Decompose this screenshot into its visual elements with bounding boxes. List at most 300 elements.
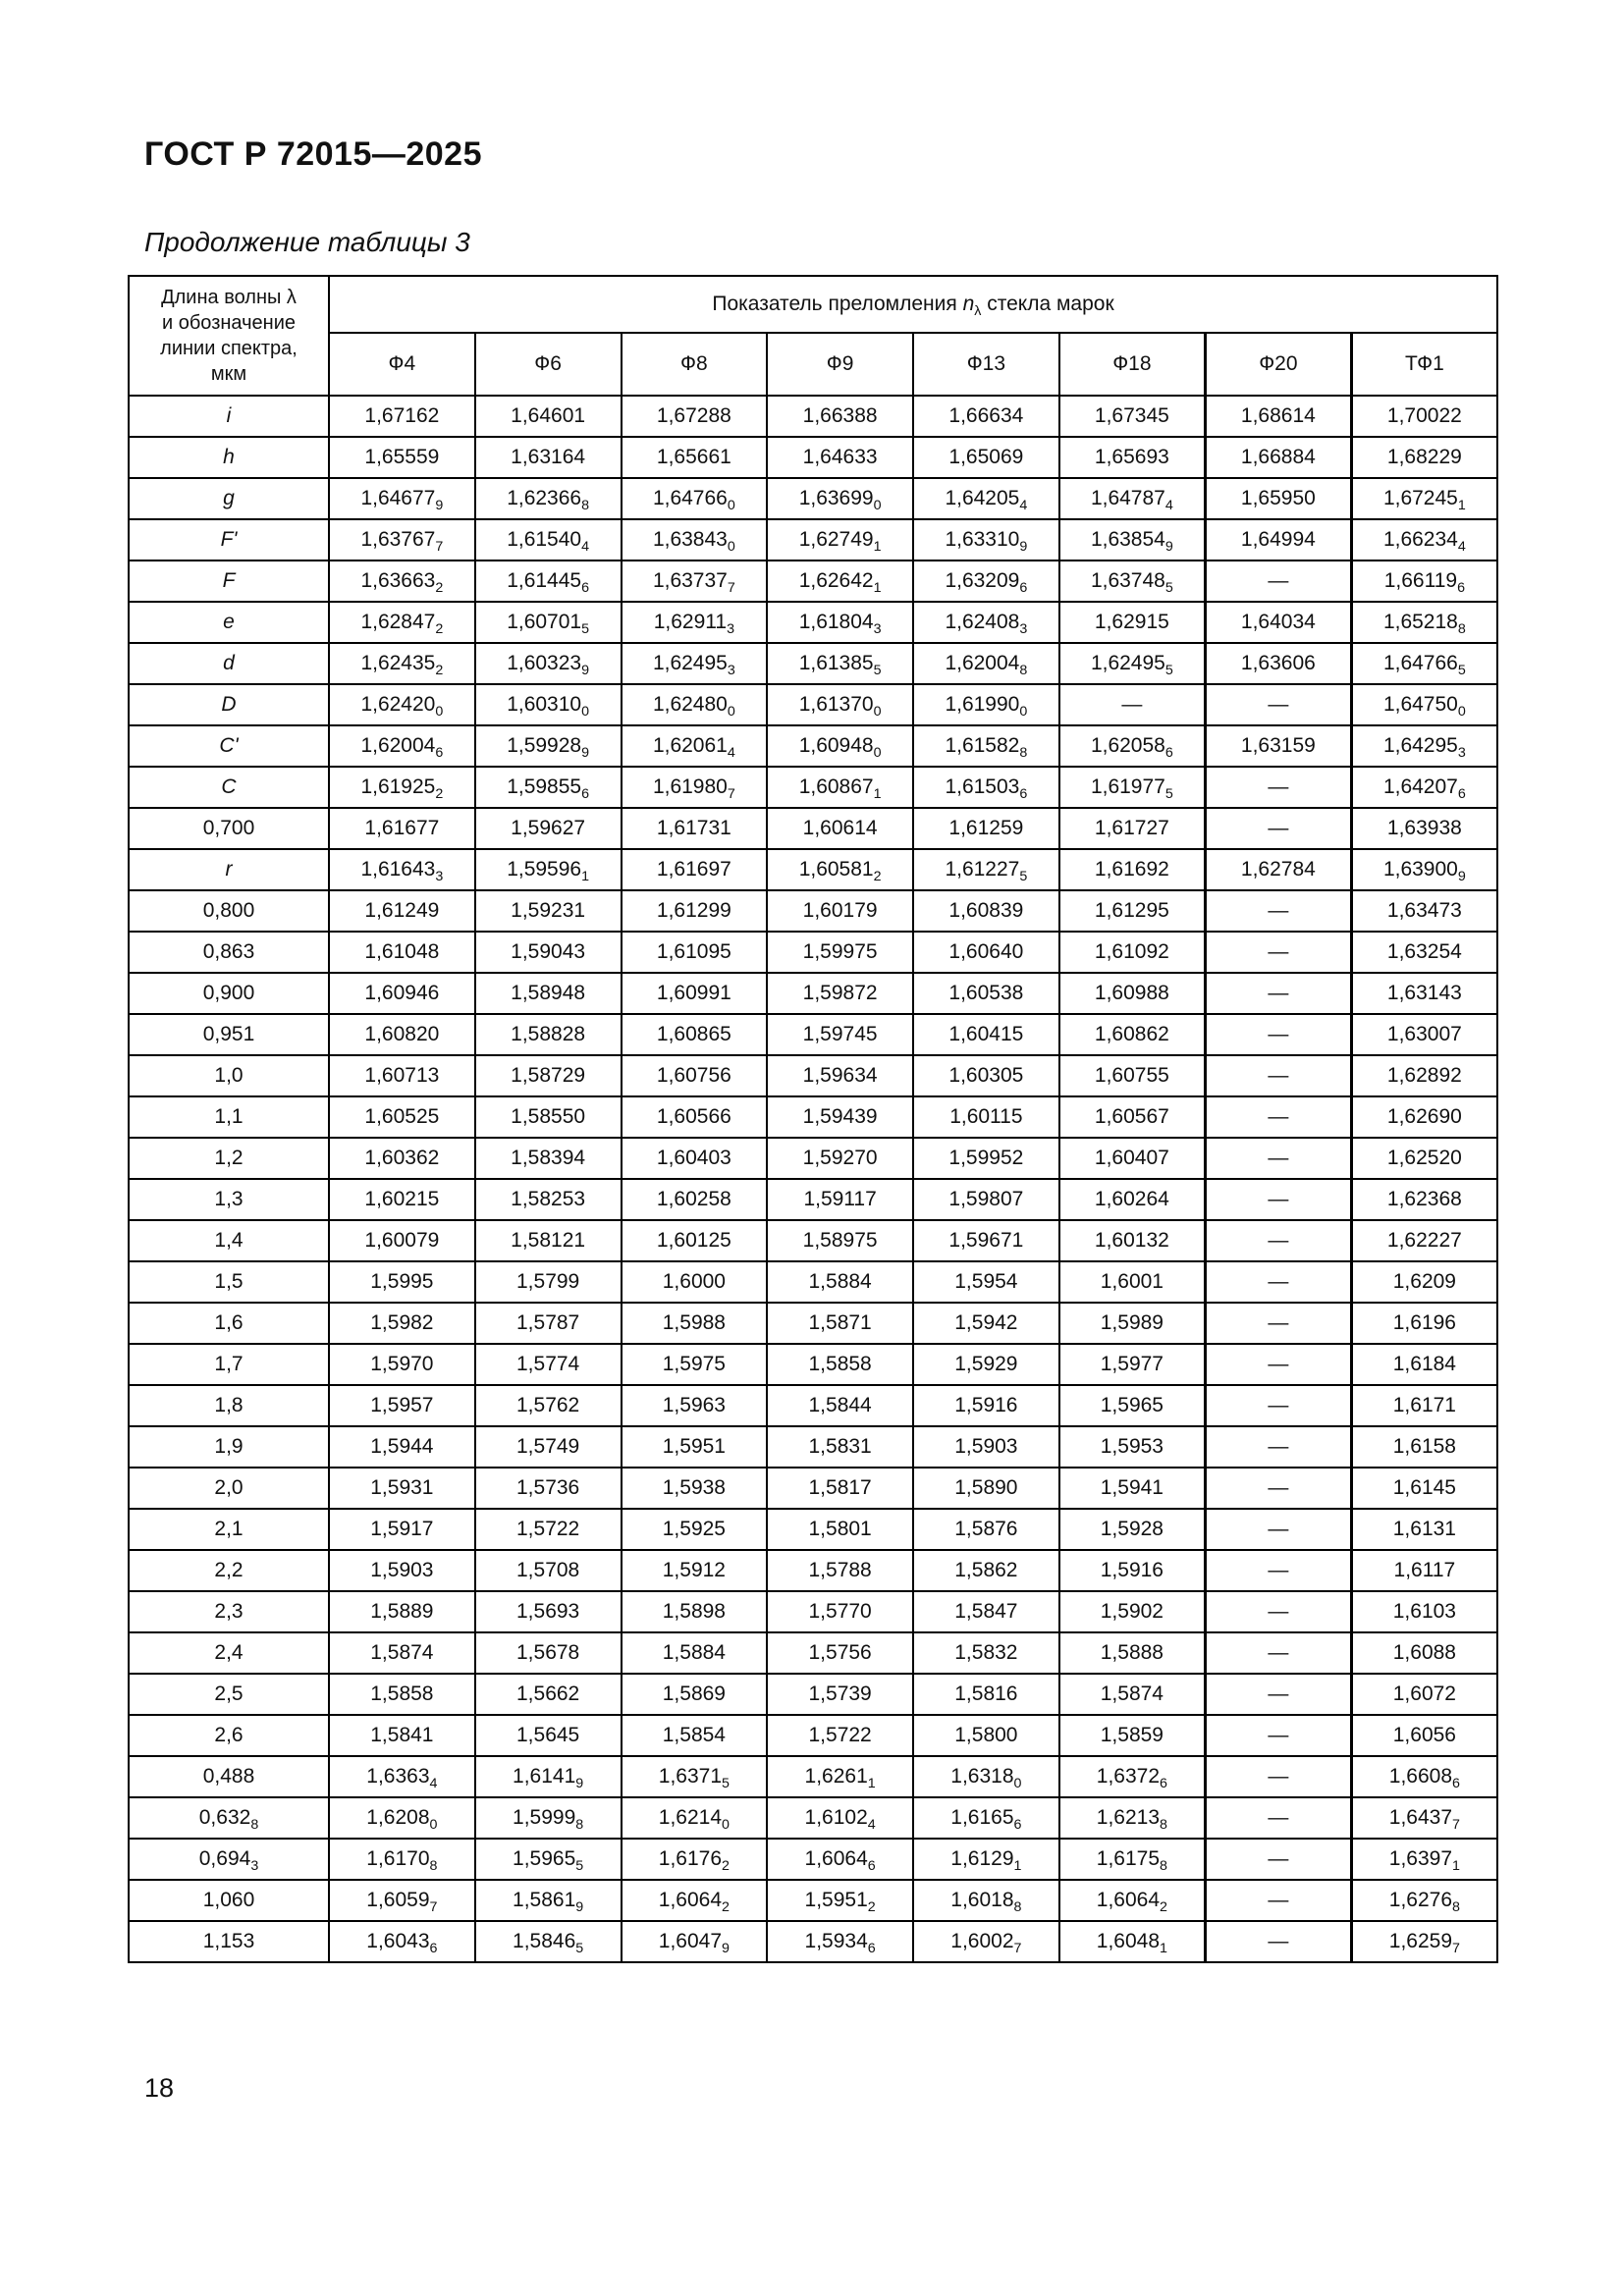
table-cell: 1,5841 xyxy=(329,1715,475,1756)
table-cell: $1,62480_0$ xyxy=(622,684,768,725)
table-row xyxy=(129,1921,1497,1962)
table-cell: 1,5645 xyxy=(475,1715,622,1756)
table-cell: 1,5953 xyxy=(1059,1426,1206,1468)
table-cell: 1,5902 xyxy=(1059,1591,1206,1632)
table-cell: 1,60415 xyxy=(913,1014,1059,1055)
table-cell: $1,61370_0$ xyxy=(767,684,913,725)
table-cell: 1,5693 xyxy=(475,1591,622,1632)
table-cell: 1,63606 xyxy=(1206,643,1352,684)
column-header-Ф13: Ф13 xyxy=(913,333,1059,396)
table-body xyxy=(129,396,1497,1962)
table-cell: 1,5944 xyxy=(329,1426,475,1468)
table-cell: 1,63007 xyxy=(1351,1014,1497,1055)
table-cell: 1,62368 xyxy=(1351,1179,1497,1220)
table-cell: — xyxy=(1206,1632,1352,1674)
table-cell: $1,62004_6$ xyxy=(329,725,475,767)
table-cell: 1,5831 xyxy=(767,1426,913,1468)
table-row xyxy=(129,1797,1497,1839)
row-label: C' xyxy=(129,725,329,767)
table-cell: 1,70022 xyxy=(1351,396,1497,437)
table-row xyxy=(129,437,1497,478)
table-cell: $1,6170_8$ xyxy=(329,1839,475,1880)
table-row xyxy=(129,1055,1497,1096)
table-cell: $1,6259_7$ xyxy=(1351,1921,1497,1962)
table-cell: $1,6176_2$ xyxy=(622,1839,768,1880)
table-cell: 1,60538 xyxy=(913,973,1059,1014)
table-cell: $1,61804_3$ xyxy=(767,602,913,643)
table-cell: 1,5884 xyxy=(767,1261,913,1303)
table-cell: 1,59975 xyxy=(767,932,913,973)
table-cell: $1,63854_9$ xyxy=(1059,519,1206,561)
table-cell: — xyxy=(1206,1426,1352,1468)
column-header-Ф8: Ф8 xyxy=(622,333,768,396)
table-cell: $1,6608_6$ xyxy=(1351,1756,1497,1797)
table-cell: 1,6088 xyxy=(1351,1632,1497,1674)
row-label: g xyxy=(129,478,329,519)
column-header-Ф6: Ф6 xyxy=(475,333,622,396)
table-cell: 1,6117 xyxy=(1351,1550,1497,1591)
table-cell: 1,64633 xyxy=(767,437,913,478)
table-cell: 1,58828 xyxy=(475,1014,622,1055)
table-cell: $1,64205_4$ xyxy=(913,478,1059,519)
table-cell: 1,60566 xyxy=(622,1096,768,1138)
table-cell: 1,64034 xyxy=(1206,602,1352,643)
table-cell: 1,5876 xyxy=(913,1509,1059,1550)
table-cell: 1,59117 xyxy=(767,1179,913,1220)
table-cell: 1,60525 xyxy=(329,1096,475,1138)
table-cell: $1,66234_4$ xyxy=(1351,519,1497,561)
table-cell: 1,5941 xyxy=(1059,1468,1206,1509)
table-cell: $1,6318_0$ xyxy=(913,1756,1059,1797)
table-cell: $1,6048_1$ xyxy=(1059,1921,1206,1962)
table-cell: — xyxy=(1206,1921,1352,1962)
table-cell: 1,6072 xyxy=(1351,1674,1497,1715)
table-cell: $1,62408_3$ xyxy=(913,602,1059,643)
table-row xyxy=(129,643,1497,684)
table-cell: 1,59807 xyxy=(913,1179,1059,1220)
table-cell: $1,6363_4$ xyxy=(329,1756,475,1797)
table-header xyxy=(129,276,1497,396)
table-cell: 1,5869 xyxy=(622,1674,768,1715)
table-cell: $1,62495_5$ xyxy=(1059,643,1206,684)
table-cell: — xyxy=(1206,1797,1352,1839)
table-cell: $1,61227_5$ xyxy=(913,849,1059,890)
table-cell: $1,6043_6$ xyxy=(329,1921,475,1962)
table-cell: 1,60258 xyxy=(622,1179,768,1220)
row-label: 0,800 xyxy=(129,890,329,932)
table-cell: 1,5917 xyxy=(329,1509,475,1550)
table-cell: 1,60988 xyxy=(1059,973,1206,1014)
table-cell: $1,64766_0$ xyxy=(622,478,768,519)
row-label: i xyxy=(129,396,329,437)
row-label: 1,0 xyxy=(129,1055,329,1096)
table-cell: 1,5859 xyxy=(1059,1715,1206,1756)
table-row xyxy=(129,1632,1497,1674)
table-cell: 1,60115 xyxy=(913,1096,1059,1138)
table-row xyxy=(129,1509,1497,1550)
table-cell: 1,5925 xyxy=(622,1509,768,1550)
row-label: 2,3 xyxy=(129,1591,329,1632)
table-cell: 1,6056 xyxy=(1351,1715,1497,1756)
table-cell: — xyxy=(1206,890,1352,932)
table-cell: — xyxy=(1206,1138,1352,1179)
table-cell: 1,5954 xyxy=(913,1261,1059,1303)
table-cell: 1,61295 xyxy=(1059,890,1206,932)
table-cell: 1,60215 xyxy=(329,1179,475,1220)
row-label: F' xyxy=(129,519,329,561)
table-cell: 1,6209 xyxy=(1351,1261,1497,1303)
row-label: 1,6 xyxy=(129,1303,329,1344)
row-label: 1,5 xyxy=(129,1261,329,1303)
row-label: d xyxy=(129,643,329,684)
table-cell: 1,60125 xyxy=(622,1220,768,1261)
table-cell: $1,62366_8$ xyxy=(475,478,622,519)
table-cell: $1,61980_7$ xyxy=(622,767,768,808)
table-cell: 1,60264 xyxy=(1059,1179,1206,1220)
table-cell: — xyxy=(1206,1261,1352,1303)
table-cell: $1,60323_9$ xyxy=(475,643,622,684)
table-cell: 1,59043 xyxy=(475,932,622,973)
table-cell: 1,62784 xyxy=(1206,849,1352,890)
table-cell: 1,63473 xyxy=(1351,890,1497,932)
table-cell: 1,5770 xyxy=(767,1591,913,1632)
table-cell: 1,58550 xyxy=(475,1096,622,1138)
table-cell: $1,61540_4$ xyxy=(475,519,622,561)
table-cell: $1,64295_3$ xyxy=(1351,725,1497,767)
table-cell: 1,5799 xyxy=(475,1261,622,1303)
table-cell: $1,63737_7$ xyxy=(622,561,768,602)
table-cell: $1,6129_1$ xyxy=(913,1839,1059,1880)
table-cell: $1,59596_1$ xyxy=(475,849,622,890)
table-cell: 1,60305 xyxy=(913,1055,1059,1096)
table-cell: $1,63663_2$ xyxy=(329,561,475,602)
refractive-index-table xyxy=(128,275,1498,1963)
table-cell: 1,61697 xyxy=(622,849,768,890)
table-cell: $1,62420_0$ xyxy=(329,684,475,725)
table-cell: $1,5999_8$ xyxy=(475,1797,622,1839)
table-cell: $1,60581_2$ xyxy=(767,849,913,890)
table-cell: 1,5787 xyxy=(475,1303,622,1344)
row-label: 0,863 xyxy=(129,932,329,973)
table-cell: 1,62520 xyxy=(1351,1138,1497,1179)
table-cell: — xyxy=(1206,1014,1352,1055)
table-cell: 1,5982 xyxy=(329,1303,475,1344)
table-row xyxy=(129,1138,1497,1179)
table-cell: 1,59745 xyxy=(767,1014,913,1055)
table-row xyxy=(129,1550,1497,1591)
table-cell: 1,5903 xyxy=(913,1426,1059,1468)
table-row xyxy=(129,1756,1497,1797)
table-cell: 1,5816 xyxy=(913,1674,1059,1715)
table-row xyxy=(129,561,1497,602)
table-cell: $1,62911_3$ xyxy=(622,602,768,643)
table-cell: 1,5931 xyxy=(329,1468,475,1509)
table-cell: 1,60407 xyxy=(1059,1138,1206,1179)
table-cell: $1,61990_0$ xyxy=(913,684,1059,725)
table-row xyxy=(129,1715,1497,1756)
table-row xyxy=(129,1468,1497,1509)
table-cell: 1,67288 xyxy=(622,396,768,437)
table-cell: 1,60755 xyxy=(1059,1055,1206,1096)
table-cell: $1,60948_0$ xyxy=(767,725,913,767)
row-label: 1,8 xyxy=(129,1385,329,1426)
table-cell: 1,5888 xyxy=(1059,1632,1206,1674)
row-label: $0,632_8$ xyxy=(129,1797,329,1839)
table-cell: 1,68614 xyxy=(1206,396,1352,437)
row-label: 1,153 xyxy=(129,1921,329,1962)
table-cell: $1,6397_1$ xyxy=(1351,1839,1497,1880)
table-cell: $1,60701_5$ xyxy=(475,602,622,643)
table-cell: $1,6372_6$ xyxy=(1059,1756,1206,1797)
table-row xyxy=(129,1839,1497,1880)
row-label: h xyxy=(129,437,329,478)
table-cell: — xyxy=(1206,684,1352,725)
table-cell: — xyxy=(1206,561,1352,602)
table-cell: 1,5788 xyxy=(767,1550,913,1591)
table-row xyxy=(129,1880,1497,1921)
row-label: 1,7 xyxy=(129,1344,329,1385)
row-label: r xyxy=(129,849,329,890)
table-cell: 1,60756 xyxy=(622,1055,768,1096)
table-cell: 1,5965 xyxy=(1059,1385,1206,1426)
table-cell: 1,5903 xyxy=(329,1550,475,1591)
table-cell: $1,5846_5$ xyxy=(475,1921,622,1962)
table-cell: — xyxy=(1206,1303,1352,1344)
table-cell: $1,6276_8$ xyxy=(1351,1880,1497,1921)
table-cell: 1,65693 xyxy=(1059,437,1206,478)
table-row xyxy=(129,1303,1497,1344)
table-row xyxy=(129,1674,1497,1715)
table-cell: 1,64994 xyxy=(1206,519,1352,561)
table-cell: 1,59439 xyxy=(767,1096,913,1138)
table-cell: $1,6165_6$ xyxy=(913,1797,1059,1839)
table-cell: $1,63843_0$ xyxy=(622,519,768,561)
table-cell: 1,58975 xyxy=(767,1220,913,1261)
table-cell: 1,66634 xyxy=(913,396,1059,437)
table-cell: $1,6002_7$ xyxy=(913,1921,1059,1962)
table-cell: 1,65661 xyxy=(622,437,768,478)
table-cell: 1,59671 xyxy=(913,1220,1059,1261)
table-cell: 1,60820 xyxy=(329,1014,475,1055)
table-cell: 1,60403 xyxy=(622,1138,768,1179)
table-cell: 1,5916 xyxy=(913,1385,1059,1426)
table-cell: — xyxy=(1206,1509,1352,1550)
table-cell: $1,63900_9$ xyxy=(1351,849,1497,890)
table-cell: 1,6196 xyxy=(1351,1303,1497,1344)
table-cell: 1,61095 xyxy=(622,932,768,973)
table-cell: 1,6158 xyxy=(1351,1426,1497,1468)
table-cell: 1,5847 xyxy=(913,1591,1059,1632)
column-header-Ф20: Ф20 xyxy=(1206,333,1352,396)
table-cell: — xyxy=(1206,1715,1352,1756)
table-cell: $1,6175_8$ xyxy=(1059,1839,1206,1880)
table-cell: $1,64677_9$ xyxy=(329,478,475,519)
table-cell: — xyxy=(1206,973,1352,1014)
table-cell: 1,6184 xyxy=(1351,1344,1497,1385)
table-cell: $1,62847_2$ xyxy=(329,602,475,643)
table-cell: 1,62892 xyxy=(1351,1055,1497,1096)
table-cell: 1,59231 xyxy=(475,890,622,932)
table-cell: 1,5938 xyxy=(622,1468,768,1509)
table-cell: $1,6064_2$ xyxy=(1059,1880,1206,1921)
table-cell: 1,6145 xyxy=(1351,1468,1497,1509)
table-cell: 1,5898 xyxy=(622,1591,768,1632)
table-cell: 1,60991 xyxy=(622,973,768,1014)
table-cell: 1,66884 xyxy=(1206,437,1352,478)
row-label: 2,4 xyxy=(129,1632,329,1674)
table-cell: 1,5871 xyxy=(767,1303,913,1344)
table-cell: 1,5774 xyxy=(475,1344,622,1385)
table-row xyxy=(129,1014,1497,1055)
table-cell: $1,61503_6$ xyxy=(913,767,1059,808)
table-cell: 1,60865 xyxy=(622,1014,768,1055)
table-cell: 1,65950 xyxy=(1206,478,1352,519)
table-cell: 1,60132 xyxy=(1059,1220,1206,1261)
table-cell: 1,5890 xyxy=(913,1468,1059,1509)
table-cell: 1,5749 xyxy=(475,1426,622,1468)
table-cell: — xyxy=(1206,1096,1352,1138)
row-label: 1,4 xyxy=(129,1220,329,1261)
row-label: 1,060 xyxy=(129,1880,329,1921)
table-cell: — xyxy=(1206,1468,1352,1509)
table-cell: 1,61692 xyxy=(1059,849,1206,890)
table-cell: $1,62495_3$ xyxy=(622,643,768,684)
table-cell: — xyxy=(1206,1220,1352,1261)
table-cell: $1,63748_5$ xyxy=(1059,561,1206,602)
table-cell: — xyxy=(1206,808,1352,849)
table-cell: 1,5678 xyxy=(475,1632,622,1674)
table-cell: 1,5858 xyxy=(767,1344,913,1385)
table-row xyxy=(129,1344,1497,1385)
table-cell: $1,6064_2$ xyxy=(622,1880,768,1921)
table-cell: $1,64207_6$ xyxy=(1351,767,1497,808)
table-cell: 1,59634 xyxy=(767,1055,913,1096)
table-cell: — xyxy=(1206,932,1352,973)
table-cell: — xyxy=(1206,1674,1352,1715)
span-header: Показатель преломления $n_\lambda$ стекла марок xyxy=(329,276,1497,333)
table-row xyxy=(129,1591,1497,1632)
table-cell: 1,5884 xyxy=(622,1632,768,1674)
table-cell: $1,62061_4$ xyxy=(622,725,768,767)
table-cell: $1,60867_1$ xyxy=(767,767,913,808)
table-cell: 1,5912 xyxy=(622,1550,768,1591)
table-cell: 1,6131 xyxy=(1351,1509,1497,1550)
table-cell: $1,63767_7$ xyxy=(329,519,475,561)
table-cell: 1,61727 xyxy=(1059,808,1206,849)
table-cell: 1,67345 xyxy=(1059,396,1206,437)
row-label: 2,2 xyxy=(129,1550,329,1591)
table-cell: $1,62058_6$ xyxy=(1059,725,1206,767)
table-row xyxy=(129,1261,1497,1303)
table-cell: $1,67245_1$ xyxy=(1351,478,1497,519)
table-cell: 1,5916 xyxy=(1059,1550,1206,1591)
table-cell: $1,6371_5$ xyxy=(622,1756,768,1797)
row-label: 2,6 xyxy=(129,1715,329,1756)
table-cell: 1,60862 xyxy=(1059,1014,1206,1055)
table-cell: $1,6141_9$ xyxy=(475,1756,622,1797)
table-cell: 1,58729 xyxy=(475,1055,622,1096)
table-cell: — xyxy=(1206,767,1352,808)
table-cell: $1,6059_7$ xyxy=(329,1880,475,1921)
table-cell: 1,59872 xyxy=(767,973,913,1014)
table-cell: 1,59627 xyxy=(475,808,622,849)
page-number: 18 xyxy=(144,2073,175,2103)
row-label: 1,2 xyxy=(129,1138,329,1179)
table-cell: $1,6214_0$ xyxy=(622,1797,768,1839)
table-cell: $1,62435_2$ xyxy=(329,643,475,684)
table-cell: 1,5874 xyxy=(1059,1674,1206,1715)
table-cell: $1,6018_8$ xyxy=(913,1880,1059,1921)
table-cell: $1,63699_0$ xyxy=(767,478,913,519)
table-cell: $1,60310_0$ xyxy=(475,684,622,725)
table-cell: 1,5858 xyxy=(329,1674,475,1715)
table-row xyxy=(129,725,1497,767)
row-label: 2,1 xyxy=(129,1509,329,1550)
table-cell: 1,5989 xyxy=(1059,1303,1206,1344)
row-label: 2,5 xyxy=(129,1674,329,1715)
table-cell: $1,61445_6$ xyxy=(475,561,622,602)
table-row xyxy=(129,396,1497,437)
table-cell: $1,6047_9$ xyxy=(622,1921,768,1962)
table-cell: 1,60946 xyxy=(329,973,475,1014)
table-cell: $1,5861_9$ xyxy=(475,1880,622,1921)
column-header-Ф9: Ф9 xyxy=(767,333,913,396)
table-cell: 1,5874 xyxy=(329,1632,475,1674)
table-cell: — xyxy=(1206,1344,1352,1385)
table-row xyxy=(129,1179,1497,1220)
table-cell: $1,6213_8$ xyxy=(1059,1797,1206,1839)
table-cell: 1,5762 xyxy=(475,1385,622,1426)
table-cell: 1,5800 xyxy=(913,1715,1059,1756)
row-label: 0,488 xyxy=(129,1756,329,1797)
table-cell: 1,60713 xyxy=(329,1055,475,1096)
table-cell: 1,58253 xyxy=(475,1179,622,1220)
table-cell: 1,5817 xyxy=(767,1468,913,1509)
table-cell: 1,62227 xyxy=(1351,1220,1497,1261)
table-cell: 1,5844 xyxy=(767,1385,913,1426)
page-title: ГОСТ Р 72015—2025 xyxy=(144,135,483,173)
table-cell: 1,6000 xyxy=(622,1261,768,1303)
table-cell: 1,61259 xyxy=(913,808,1059,849)
table-cell: 1,61299 xyxy=(622,890,768,932)
table-cell: $1,6437_7$ xyxy=(1351,1797,1497,1839)
column-header-Ф18: Ф18 xyxy=(1059,333,1206,396)
table-cell: 1,60179 xyxy=(767,890,913,932)
table-cell: 1,63143 xyxy=(1351,973,1497,1014)
table-cell: 1,5929 xyxy=(913,1344,1059,1385)
table-cell: — xyxy=(1206,1550,1352,1591)
table-cell: 1,64601 xyxy=(475,396,622,437)
table-cell: $1,59855_6$ xyxy=(475,767,622,808)
table-cell: $1,66119_6$ xyxy=(1351,561,1497,602)
table-cell: 1,5957 xyxy=(329,1385,475,1426)
table-cell: $1,64787_4$ xyxy=(1059,478,1206,519)
table-cell: — xyxy=(1206,1591,1352,1632)
table-cell: 1,5963 xyxy=(622,1385,768,1426)
table-cell: 1,65069 xyxy=(913,437,1059,478)
table-cell: $1,6208_0$ xyxy=(329,1797,475,1839)
table-cell: 1,5722 xyxy=(475,1509,622,1550)
table-cell: $1,63310_9$ xyxy=(913,519,1059,561)
table-cell: 1,61731 xyxy=(622,808,768,849)
table-cell: 1,68229 xyxy=(1351,437,1497,478)
table-cell: $1,5934_6$ xyxy=(767,1921,913,1962)
table-cell: 1,58948 xyxy=(475,973,622,1014)
table-row xyxy=(129,478,1497,519)
table-caption: Продолжение таблицы 3 xyxy=(144,227,470,257)
table-cell: 1,59952 xyxy=(913,1138,1059,1179)
row-label: 1,9 xyxy=(129,1426,329,1468)
